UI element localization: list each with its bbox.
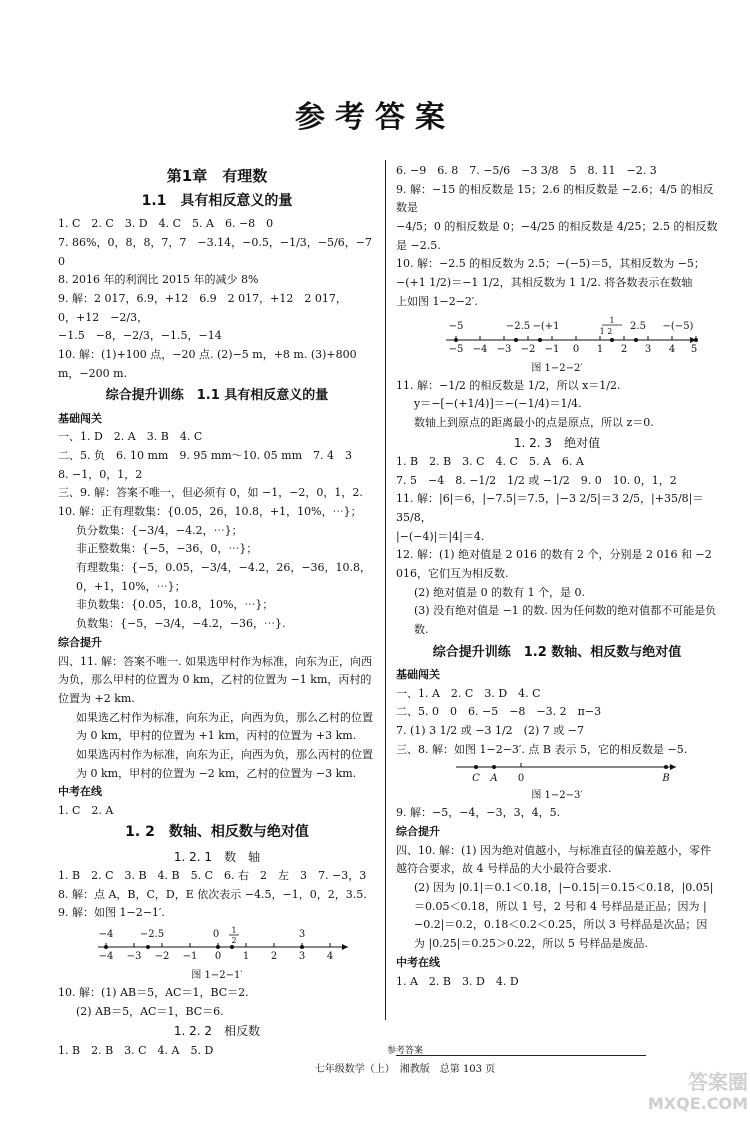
basic-label: 基础闯关 — [396, 667, 440, 681]
subsection-heading: 1. 2. 2 相反数 — [173, 1024, 261, 1039]
svg-text:1: 1 — [242, 950, 250, 962]
svg-text:3: 3 — [644, 343, 652, 355]
svg-text:0: 0 — [214, 950, 222, 962]
right-column — [396, 162, 718, 991]
svg-text:−(+1: −(+1 — [532, 320, 560, 332]
answer-line: 1. B 2. C 3. B 4. B 5. C 6. 右 2 左 3 7. −3，3 — [58, 868, 367, 882]
answer-line: 1. B 2. B 3. C 4. C 5. A 6. A — [396, 454, 584, 468]
answer-line: 二、5. 负 6. 10 mm 9. 95 mm～10. 05 mm 7. 4 3 — [58, 448, 353, 462]
answer-line: −4/5；0 的相反数是 0；−4/25 的相反数是 4/25；2.5 的相反数是 −2.5. — [396, 220, 718, 252]
subsection-heading: 1. 2. 1 数 轴 — [173, 849, 261, 864]
watermark-logo: 答案圈 MXQE.COM — [647, 1070, 748, 1113]
svg-text:−1: −1 — [182, 950, 198, 962]
chapter-heading: 第1章 有理数 — [166, 167, 268, 185]
svg-text:1: 1 — [231, 925, 237, 935]
answer-line: 10. 解：−2.5 的相反数为 2.5；−(−5)＝5，其相反数为 −5； — [396, 257, 705, 271]
answer-line: 负数集：{−5，−3/4，−4.2，−36，⋯}. — [76, 617, 286, 631]
svg-text:C: C — [472, 773, 480, 785]
answer-line: 10. 解：(1)+100 点，−20 点. (2)−5 m，+8 m. (3)+800 m，−200 m. — [58, 348, 357, 380]
answer-paragraph: (2) 因为 |0.1|＝0.1＜0.18，|−0.15|＝0.15＜0.18，|0.05|＝0.05＜0.18，所以 1 号，2 号和 4 号样品是正品；因为 |−0.2|＝0.2，0.18＜0.2＜0.25，所以 3 号样品是次品；因为 |0.25|＝0.25＞0.22，所以 5 号样品是废品. — [414, 881, 714, 951]
answer-line: 8. 2016 年的利润比 2015 年的减少 8% — [58, 273, 259, 287]
page-title: 参考答案 — [295, 100, 455, 135]
number-line-figure-1 — [58, 925, 376, 965]
svg-text:0: 0 — [517, 773, 525, 785]
svg-text:3: 3 — [298, 950, 306, 962]
answer-line: −1.5 −8，−2/3，−1.5，−14 — [58, 329, 222, 343]
svg-text:−(−5): −(−5) — [662, 320, 694, 332]
answer-line: 1. B 2. B 3. C 4. A 5. D — [58, 1043, 214, 1057]
exam-label: 中考在线 — [58, 785, 102, 799]
svg-text:B: B — [662, 773, 670, 785]
footer-small-label: 参考答案 — [386, 1046, 423, 1056]
svg-text:4: 4 — [326, 950, 334, 962]
answer-line: 7. 86%，0，8，8，7，7 −3.14，−0.5，−1/3，−5/6，−7 0 — [58, 235, 383, 268]
svg-text:2: 2 — [270, 950, 278, 962]
figure-caption: 图 1−2−2′ — [531, 362, 583, 374]
number-line-figure-2 — [396, 314, 718, 358]
answer-line: 8. 解：点 A，B，C，D，E 依次表示 −4.5，−1，0，2，3.5. — [58, 887, 367, 901]
basic-label: 基础闯关 — [58, 411, 102, 425]
svg-text:−2.5: −2.5 — [505, 320, 531, 332]
svg-text:−4: −4 — [472, 343, 488, 355]
answer-line: 三、9. 解：答案不唯一，但必须有 0，如 −1，−2，0，1，2. — [58, 486, 363, 500]
answer-line: 11. 解：|6|＝6，|−7.5|＝7.5，|−3 2/5|＝3 2/5，|+35/8|＝35/8， — [396, 492, 704, 525]
answer-line: (2) 绝对值是 0 的数有 1 个，是 0. — [414, 585, 586, 599]
training-heading: 综合提升训练 1.1 具有相反意义的量 — [105, 388, 329, 404]
svg-text:−2: −2 — [520, 343, 536, 355]
answer-paragraph: 如果选丙村作为标准，向东为正，向西为负，那么丙村的位置为 0 km，甲村的位置为 −2 km，乙村的位置为 −3 km. — [76, 747, 373, 780]
answer-line: 10. 解：(1) AB＝5，AC＝1，BC＝2. — [58, 985, 249, 999]
svg-text:−2.5: −2.5 — [139, 928, 165, 940]
section-1-1-heading: 1.1 具有相反意义的量 — [141, 192, 293, 209]
answer-line: 9. 解：如图 1−2−1′. — [58, 906, 165, 920]
svg-text:0: 0 — [212, 928, 220, 940]
subsection-heading: 1. 2. 3 绝对值 — [513, 435, 601, 450]
answer-line: 一、1. D 2. A 3. B 4. C — [58, 430, 203, 444]
svg-text:0: 0 — [572, 343, 580, 355]
answer-line: −(+1 1/2)＝−1 1/2，其相反数为 1 1/2. 将各数表示在数轴 — [396, 276, 693, 290]
answer-line: 1. A 2. B 3. D 4. D — [396, 974, 519, 988]
svg-text:−3: −3 — [126, 950, 142, 962]
answer-line: y＝−[−(+1/4)]＝−(−1/4)＝1/4. — [414, 397, 582, 411]
svg-text:1: 1 — [609, 315, 615, 325]
svg-text:−4: −4 — [98, 928, 114, 940]
svg-text:3: 3 — [298, 928, 306, 940]
answer-paragraph: 如果选乙村作为标准，向东为正，向西为负，那么乙村的位置为 0 km，甲村的位置为 +1 km，丙村的位置为 +3 km. — [76, 710, 373, 743]
svg-text:A: A — [490, 773, 498, 785]
answer-line: |−(−4)|＝|4|＝4. — [396, 529, 485, 543]
number-line-figure-3 — [396, 761, 718, 785]
answer-line: 9. 解：−5，−4，−3，3，4，5. — [396, 806, 561, 820]
answer-paragraph: 四、10. 解：(1) 因为绝对值越小，与标准直径的偏差越小，零件越符合要求，故 4 号样品的大小最符合要求. — [396, 843, 712, 876]
section-1-2-heading: 1. 2 数轴、相反数与绝对值 — [125, 823, 309, 840]
svg-text:2: 2 — [231, 935, 237, 945]
answer-line: 7. 5 −4 8. −1/2 1/2 或 −1/2 9. 0 10. 0，1，2 — [396, 473, 677, 487]
answer-line: 负分数集：{−3/4，−4.2，⋯}； — [76, 523, 243, 537]
answer-line: 8. −1，0，1，2 — [58, 467, 143, 481]
answer-line: 10. 解：正有理数集：{0.05，26，10.8，+1，10%，⋯}； — [58, 505, 362, 519]
answer-line: 二、5. 0 0 6. −5 −8 −3. 2 π−3 — [396, 705, 602, 719]
advance-label: 综合提升 — [58, 635, 102, 649]
exam-label: 中考在线 — [396, 955, 440, 969]
answer-line: 非正整数集：{−5，−36，0，⋯}； — [76, 542, 258, 556]
answer-paragraph: 四、11. 解：答案不唯一. 如果选甲村作为标准，向东为正，向西为负，那么甲村的位置为 0 km，乙村的位置为 −1 km，丙村的位置为 +2 km. — [58, 654, 372, 705]
svg-text:2: 2 — [620, 343, 628, 355]
answer-line: 上如图 1−2−2′. — [396, 294, 478, 308]
answer-paragraph: 12. 解：(1) 绝对值是 2 016 的数有 2 个，分别是 2 016 和 −2 016，它们互为相反数. — [396, 548, 712, 581]
svg-text:1: 1 — [596, 343, 604, 355]
answer-line: 7. (1) 3 1/2 或 −3 1/2 (2) 7 或 −7 — [396, 723, 584, 737]
svg-text:5: 5 — [690, 343, 698, 355]
answer-line: 数轴上到原点的距离最小的点是原点，所以 z＝0. — [414, 415, 654, 429]
answer-line: 有理数集：{−5，0.05，−3/4，−4.2，26，−36，10.8，0，+1，10%，⋯}； — [76, 561, 372, 593]
svg-text:−3: −3 — [496, 343, 512, 355]
svg-text:−5: −5 — [448, 343, 464, 355]
footer-page-info: 七年级数学（上） 湘教版 总第 103 页 — [314, 1064, 496, 1075]
left-column — [58, 162, 383, 1060]
figure-caption: 图 1−2−1′ — [191, 969, 243, 981]
svg-text:−2: −2 — [154, 950, 170, 962]
svg-text:2.5: 2.5 — [630, 320, 646, 332]
answer-line: 1. C 2. A — [58, 804, 114, 818]
svg-text:−1: −1 — [544, 343, 560, 355]
answer-line: 9. 解：2 017，6.9，+12 6.9 2 017，+12 2 017，0，+12 −2/3， — [58, 292, 347, 324]
answer-line: 11. 解：−1/2 的相反数是 1/2，所以 x＝1/2. — [396, 378, 621, 392]
column-divider — [385, 160, 386, 1020]
answer-line: 非负数集：{0.05，10.8，10%，⋯}； — [76, 598, 274, 612]
svg-text:4: 4 — [668, 343, 676, 355]
answer-line: 9. 解：−15 的相反数是 15；2.6 的相反数是 −2.6；4/5 的相反数是 — [396, 182, 714, 215]
training-heading: 综合提升训练 1.2 数轴、相反数与绝对值 — [432, 644, 682, 660]
answer-paragraph: (3) 没有绝对值是 −1 的数. 因为任何数的绝对值都不可能是负数. — [414, 604, 717, 637]
answer-line: 6. −9 6. 8 7. −5/6 −3 3/8 5 8. 11 −2. 3 — [396, 164, 657, 177]
advance-label: 综合提升 — [396, 825, 440, 839]
figure-caption: 图 1−2−3′ — [531, 790, 583, 802]
answer-line: 一、1. A 2. C 3. D 4. C — [396, 686, 541, 700]
svg-text:−4: −4 — [98, 950, 114, 962]
answer-line: (2) AB＝5，AC＝1，BC＝6. — [76, 1004, 224, 1018]
answer-line: 1. C 2. C 3. D 4. C 5. A 6. −8 0 — [58, 217, 274, 231]
svg-text:−5: −5 — [448, 320, 464, 332]
answer-line: 三、8. 解：如图 1−2−3′. 点 B 表示 5，它的相反数是 −5. — [396, 742, 688, 756]
svg-text:1 2: 1 2 — [599, 326, 613, 336]
